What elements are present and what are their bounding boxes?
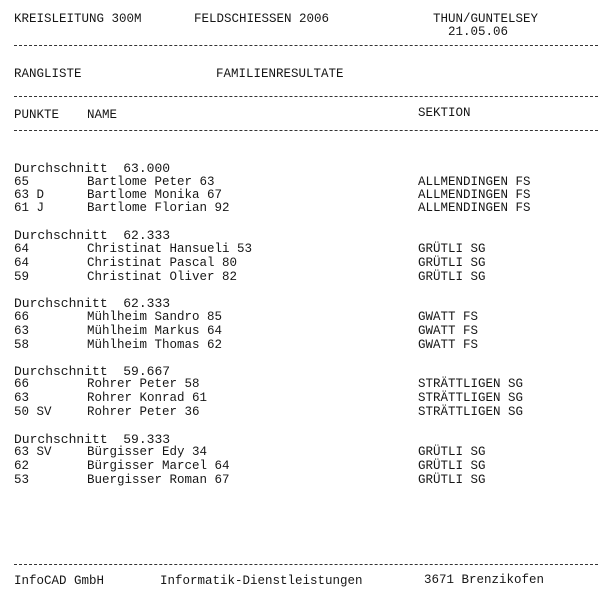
row-name: Christinat Oliver 82 bbox=[87, 270, 238, 284]
row-name: Bartlome Florian 92 bbox=[87, 201, 230, 215]
column-header-punkte: PUNKTE bbox=[14, 108, 60, 122]
row-section: GRÜTLI SG bbox=[418, 473, 486, 487]
result-row bbox=[14, 201, 598, 215]
row-name: Rohrer Konrad 61 bbox=[87, 391, 208, 405]
row-points: 63 SV bbox=[14, 445, 52, 459]
row-section: STRÄTTLIGEN SG bbox=[418, 391, 524, 405]
average-value: 62.333 bbox=[123, 296, 171, 311]
row-section: GWATT FS bbox=[418, 324, 479, 338]
result-row bbox=[14, 459, 598, 473]
row-section: GRÜTLI SG bbox=[418, 242, 486, 256]
result-row bbox=[14, 256, 598, 270]
row-points: 63 D bbox=[14, 188, 45, 202]
row-points: 63 bbox=[14, 324, 30, 338]
row-section: GRÜTLI SG bbox=[418, 445, 486, 459]
row-section: ALLMENDINGEN FS bbox=[418, 175, 531, 189]
row-section: STRÄTTLIGEN SG bbox=[418, 405, 524, 419]
result-row bbox=[14, 270, 598, 284]
divider-line bbox=[14, 564, 598, 565]
row-points: 61 J bbox=[14, 201, 45, 215]
row-section: GWATT FS bbox=[418, 310, 479, 324]
footer-service: Informatik-Dienstleistungen bbox=[160, 574, 363, 588]
row-points: 64 bbox=[14, 242, 30, 256]
row-points: 66 bbox=[14, 310, 30, 324]
divider-line bbox=[14, 45, 598, 46]
result-row bbox=[14, 405, 598, 419]
row-points: 65 bbox=[14, 175, 30, 189]
result-row bbox=[14, 175, 598, 189]
average-label: Durchschnitt bbox=[14, 432, 108, 447]
row-name: Mühlheim Markus 64 bbox=[87, 324, 223, 338]
group-average bbox=[14, 229, 170, 243]
row-points: 63 bbox=[14, 391, 30, 405]
row-section: GRÜTLI SG bbox=[418, 270, 486, 284]
row-name: Rohrer Peter 58 bbox=[87, 377, 200, 391]
row-points: 53 bbox=[14, 473, 30, 487]
result-row bbox=[14, 188, 598, 202]
average-value: 59.667 bbox=[123, 364, 171, 379]
group-average bbox=[14, 162, 170, 176]
row-points: 66 bbox=[14, 377, 30, 391]
result-row bbox=[14, 242, 598, 256]
column-header-name: NAME bbox=[87, 108, 118, 122]
row-name: Christinat Pascal 80 bbox=[87, 256, 238, 270]
divider-line bbox=[14, 130, 598, 131]
average-value: 63.000 bbox=[123, 161, 171, 176]
average-label: Durchschnitt bbox=[14, 364, 108, 379]
row-name: Rohrer Peter 36 bbox=[87, 405, 200, 419]
row-points: 64 bbox=[14, 256, 30, 270]
header-event: FELDSCHIESSEN 2006 bbox=[194, 12, 330, 26]
result-row bbox=[14, 445, 598, 459]
result-row bbox=[14, 473, 598, 487]
row-points: 59 bbox=[14, 270, 30, 284]
average-label: Durchschnitt bbox=[14, 161, 108, 176]
row-section: GWATT FS bbox=[418, 338, 479, 352]
row-points: 62 bbox=[14, 459, 30, 473]
average-value: 59.333 bbox=[123, 432, 171, 447]
list-title: FAMILIENRESULTATE bbox=[216, 67, 344, 81]
divider-line bbox=[14, 96, 598, 97]
row-section: ALLMENDINGEN FS bbox=[418, 188, 531, 202]
header-date: 21.05.06 bbox=[448, 25, 509, 39]
header-location: THUN/GUNTELSEY bbox=[433, 12, 539, 26]
row-section: ALLMENDINGEN FS bbox=[418, 201, 531, 215]
row-section: GRÜTLI SG bbox=[418, 459, 486, 473]
result-row bbox=[14, 391, 598, 405]
row-section: GRÜTLI SG bbox=[418, 256, 486, 270]
row-points: 58 bbox=[14, 338, 30, 352]
result-row bbox=[14, 324, 598, 338]
result-row bbox=[14, 338, 598, 352]
header-title: KREISLEITUNG 300M bbox=[14, 12, 142, 26]
footer-company: InfoCAD GmbH bbox=[14, 574, 105, 588]
list-type-label: RANGLISTE bbox=[14, 67, 82, 81]
row-name: Bürgisser Edy 34 bbox=[87, 445, 208, 459]
row-name: Bartlome Peter 63 bbox=[87, 175, 215, 189]
average-label: Durchschnitt bbox=[14, 296, 108, 311]
row-name: Mühlheim Sandro 85 bbox=[87, 310, 223, 324]
row-points: 50 SV bbox=[14, 405, 52, 419]
result-row bbox=[14, 310, 598, 324]
column-header-sektion: SEKTION bbox=[418, 106, 471, 120]
row-name: Mühlheim Thomas 62 bbox=[87, 338, 223, 352]
average-label: Durchschnitt bbox=[14, 228, 108, 243]
group-average bbox=[14, 297, 170, 311]
row-name: Christinat Hansueli 53 bbox=[87, 242, 253, 256]
row-name: Bartlome Monika 67 bbox=[87, 188, 223, 202]
average-value: 62.333 bbox=[123, 228, 171, 243]
row-section: STRÄTTLIGEN SG bbox=[418, 377, 524, 391]
row-name: Bürgisser Marcel 64 bbox=[87, 459, 230, 473]
row-name: Buergisser Roman 67 bbox=[87, 473, 230, 487]
footer-address: 3671 Brenzikofen bbox=[424, 573, 545, 587]
result-row bbox=[14, 377, 598, 391]
